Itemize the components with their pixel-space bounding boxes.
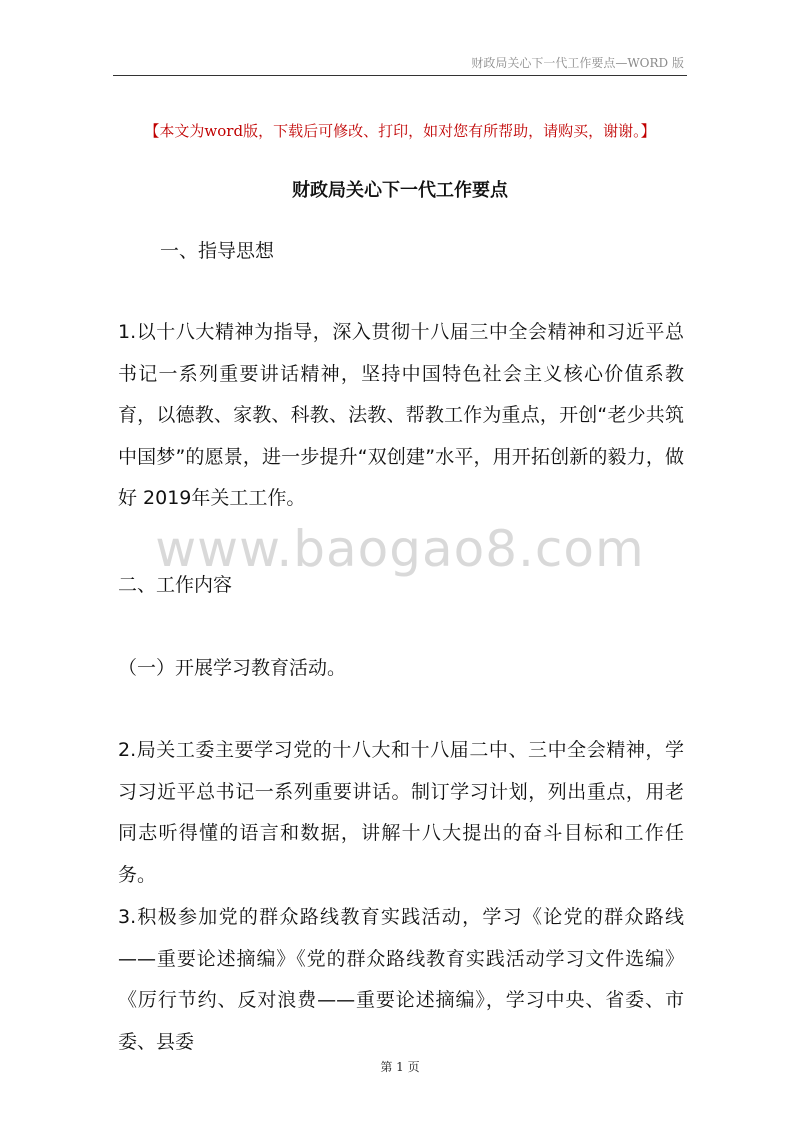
paragraph-1: 1.以十八大精神为指导，深入贯彻十八届三中全会精神和习近平总书记一系列重要讲话精神，坚持中国特色社会主义核心价值系教育，以德教、家教、科教、法教、帮教工作为重点，开创“老少共筑中国梦”的愿景，进一步提升“双创建”水平，用开拓创新的毅力，做好 2019年关工工作。: [118, 321, 684, 509]
purchase-notice: 【本文为word版，下载后可修改、打印，如对您有所帮助，请购买，谢谢。】: [144, 122, 656, 140]
paragraph-3: 3.积极参加党的群众路线教育实践活动，学习《论党的群众路线——重要论述摘编》《党的群众路线教育实践活动学习文件选编》《厉行节约、反对浪费——重要论述摘编》，学习中央、省委、市委、县委: [118, 906, 684, 1053]
section-heading-work-content: 二、工作内容: [118, 574, 233, 596]
footer-suffix: 页: [407, 1060, 420, 1074]
page-number: 1: [396, 1060, 404, 1074]
paragraph-2: 2.局关工委主要学习党的十八大和十八届二中、三中全会精神，学习习近平总书记一系列重要讲话。制订学习计划，列出重点，用老同志听得懂的语言和数据，讲解十八大提出的奋斗目标和工作任务。: [118, 739, 684, 886]
watermark: www.baogao8.com: [155, 520, 645, 578]
document-title: 财政局关心下一代工作要点: [292, 180, 508, 201]
subsection-heading-study-activities: （一）开展学习教育活动。: [118, 657, 347, 679]
footer-prefix: 第: [380, 1060, 393, 1074]
section-heading-guiding-ideology: 一、指导思想: [160, 240, 275, 262]
header-divider: [113, 75, 687, 76]
page-header-title: 财政局关心下一代工作要点—WORD 版: [471, 56, 684, 70]
page-footer: [0, 1058, 800, 1075]
